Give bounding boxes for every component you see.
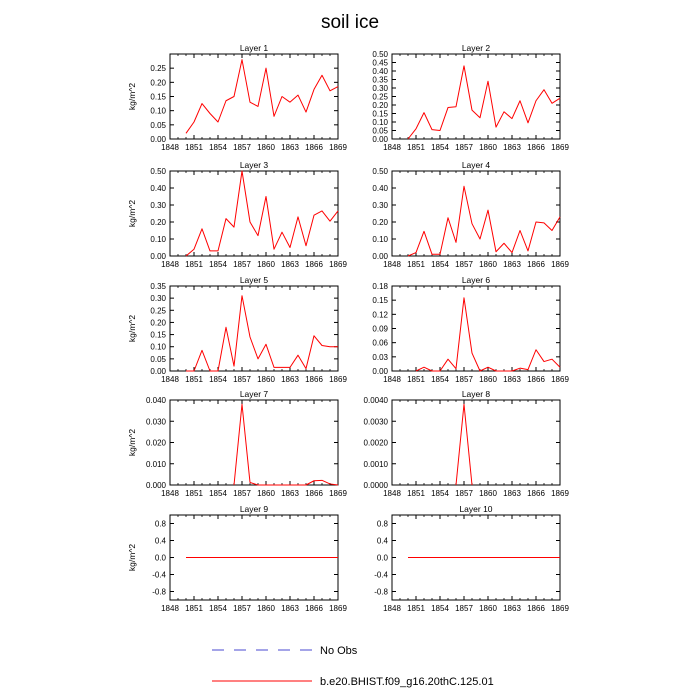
- panel-title: Layer 10: [459, 504, 493, 514]
- y-tick-label: 0.50: [150, 167, 166, 176]
- y-tick-label: 0.20: [372, 101, 388, 110]
- y-tick-label: 0.20: [372, 218, 388, 227]
- x-tick-label: 1860: [479, 260, 497, 269]
- x-tick-label: 1860: [257, 604, 275, 613]
- x-tick-label: 1848: [383, 143, 401, 152]
- x-tick-label: 1860: [479, 604, 497, 613]
- y-tick-label: 0.0: [154, 553, 166, 563]
- series-line-layer-2: [408, 66, 560, 139]
- y-tick-label: 0.30: [150, 201, 166, 210]
- x-tick-label: 1869: [551, 489, 569, 498]
- y-tick-label: 0.0010: [363, 459, 388, 469]
- y-tick-label: 0.4: [376, 536, 388, 546]
- x-tick-label: 1854: [209, 375, 227, 384]
- plot-frame: [392, 171, 560, 256]
- y-tick-label: 0.30: [150, 294, 166, 304]
- y-tick-label: -0.4: [152, 570, 166, 580]
- y-tick-label: 0.0000: [363, 481, 388, 490]
- x-tick-label: 1851: [185, 143, 203, 152]
- x-tick-label: 1851: [407, 375, 425, 384]
- y-axis-label: kg/m^2: [127, 428, 137, 457]
- x-tick-label: 1848: [161, 489, 179, 498]
- panel-title: Layer 2: [461, 43, 491, 53]
- x-tick-label: 1851: [185, 604, 203, 613]
- x-tick-label: 1854: [209, 143, 227, 152]
- x-tick-label: 1854: [209, 604, 227, 613]
- y-tick-label: 0.10: [150, 106, 166, 116]
- x-tick-label: 1863: [281, 260, 299, 269]
- panel-title: Layer 4: [461, 160, 491, 170]
- y-tick-label: -0.4: [374, 570, 388, 580]
- x-tick-label: 1866: [305, 489, 323, 498]
- panel-layer-9: [127, 504, 347, 613]
- x-tick-label: 1851: [185, 260, 203, 269]
- y-tick-label: 0.05: [150, 120, 166, 130]
- series-line-layer-7: [234, 404, 338, 485]
- x-tick-label: 1860: [257, 489, 275, 498]
- plot-frame: [392, 400, 560, 485]
- figure-title: soil ice: [320, 12, 380, 33]
- legend: [212, 645, 494, 688]
- x-tick-label: 1869: [551, 143, 569, 152]
- x-tick-label: 1860: [257, 260, 275, 269]
- x-tick-label: 1866: [527, 375, 545, 384]
- series-line-layer-6: [416, 298, 560, 371]
- y-tick-label: 0.8: [154, 519, 166, 529]
- panel-layer-5: [127, 275, 347, 384]
- panel-title: Layer 6: [461, 275, 491, 285]
- y-tick-label: 0.00: [150, 252, 166, 261]
- x-tick-label: 1866: [305, 260, 323, 269]
- x-tick-label: 1851: [185, 489, 203, 498]
- x-tick-label: 1866: [527, 604, 545, 613]
- x-tick-label: 1851: [407, 143, 425, 152]
- x-tick-label: 1860: [479, 489, 497, 498]
- x-tick-label: 1863: [503, 260, 521, 269]
- x-tick-label: 1848: [161, 375, 179, 384]
- y-tick-label: 0.15: [372, 296, 388, 306]
- x-tick-label: 1857: [455, 375, 473, 384]
- x-tick-label: 1857: [455, 143, 473, 152]
- plot-frame: [170, 286, 338, 371]
- plot-frame: [170, 54, 338, 139]
- panel-layer-8: [364, 389, 570, 498]
- x-tick-label: 1863: [503, 489, 521, 498]
- y-tick-label: -0.8: [374, 587, 388, 597]
- y-tick-label: 0.05: [372, 126, 388, 136]
- y-tick-label: 0.40: [372, 67, 388, 76]
- x-tick-label: 1848: [383, 375, 401, 384]
- y-tick-label: 0.8: [376, 519, 388, 529]
- y-tick-label: 0.30: [372, 84, 388, 93]
- x-tick-label: 1854: [431, 489, 449, 498]
- x-tick-label: 1860: [257, 375, 275, 384]
- y-tick-label: 0.09: [372, 324, 388, 334]
- panel-layer-4: [372, 160, 569, 269]
- y-tick-label: 0.06: [372, 338, 388, 348]
- y-tick-label: 0.0040: [363, 396, 388, 405]
- x-tick-label: 1848: [161, 260, 179, 269]
- x-tick-label: 1848: [383, 260, 401, 269]
- y-tick-label: 0.15: [150, 330, 166, 340]
- x-tick-label: 1848: [383, 604, 401, 613]
- series-line-layer-5: [186, 296, 338, 371]
- y-tick-label: 0.50: [372, 167, 388, 176]
- plot-frame: [170, 400, 338, 485]
- y-tick-label: 0.000: [145, 481, 166, 490]
- panel-title: Layer 1: [239, 43, 269, 53]
- y-axis-label: kg/m^2: [127, 543, 137, 572]
- series-line-layer-4: [408, 186, 560, 256]
- x-tick-label: 1863: [281, 489, 299, 498]
- x-tick-label: 1869: [551, 375, 569, 384]
- x-tick-label: 1857: [233, 604, 251, 613]
- y-tick-label: 0.00: [372, 252, 388, 261]
- panel-title: Layer 5: [239, 275, 269, 285]
- y-tick-label: 0.00: [372, 135, 388, 144]
- series-line-layer-1: [186, 60, 338, 134]
- x-tick-label: 1863: [503, 375, 521, 384]
- y-tick-label: 0.030: [145, 417, 166, 427]
- x-tick-label: 1854: [431, 604, 449, 613]
- y-tick-label: 0.35: [150, 282, 166, 291]
- y-tick-label: 0.30: [372, 201, 388, 210]
- x-tick-label: 1857: [233, 260, 251, 269]
- y-tick-label: 0.020: [145, 438, 166, 448]
- x-tick-label: 1857: [233, 143, 251, 152]
- y-tick-label: 0.20: [150, 78, 166, 88]
- x-tick-label: 1854: [431, 375, 449, 384]
- y-tick-label: 0.35: [372, 75, 388, 85]
- x-tick-label: 1857: [455, 604, 473, 613]
- x-tick-label: 1851: [407, 489, 425, 498]
- x-tick-label: 1848: [383, 489, 401, 498]
- panel-layer-1: [127, 43, 347, 152]
- legend-label-no-obs: No Obs: [320, 645, 358, 657]
- x-tick-label: 1866: [527, 260, 545, 269]
- y-tick-label: -0.8: [152, 587, 166, 597]
- x-tick-label: 1851: [407, 604, 425, 613]
- y-tick-label: 0.00: [150, 367, 166, 376]
- y-tick-label: 0.15: [150, 92, 166, 102]
- x-tick-label: 1851: [185, 375, 203, 384]
- x-tick-label: 1854: [431, 143, 449, 152]
- x-tick-label: 1854: [431, 260, 449, 269]
- x-tick-label: 1866: [527, 489, 545, 498]
- x-tick-label: 1863: [281, 143, 299, 152]
- panel-layer-7: [127, 389, 347, 498]
- panels-grid: [127, 43, 569, 613]
- panel-layer-2: [372, 43, 569, 152]
- x-tick-label: 1857: [455, 260, 473, 269]
- x-tick-label: 1854: [209, 489, 227, 498]
- y-tick-label: 0.040: [145, 396, 166, 405]
- panel-title: Layer 7: [239, 389, 269, 399]
- x-tick-label: 1869: [551, 260, 569, 269]
- x-tick-label: 1863: [281, 604, 299, 613]
- y-axis-label: kg/m^2: [127, 314, 137, 343]
- y-tick-label: 0.50: [372, 50, 388, 59]
- x-tick-label: 1854: [209, 260, 227, 269]
- series-line-layer-3: [186, 171, 338, 256]
- x-tick-label: 1860: [479, 375, 497, 384]
- y-tick-label: 0.20: [150, 218, 166, 227]
- panel-layer-3: [127, 160, 347, 269]
- y-axis-label: kg/m^2: [127, 82, 137, 111]
- panel-title: Layer 9: [239, 504, 269, 514]
- legend-label-model: b.e20.BHIST.f09_g16.20thC.125.01: [320, 676, 494, 688]
- panel-layer-10: [374, 504, 569, 613]
- panel-title: Layer 3: [239, 160, 269, 170]
- y-tick-label: 0.10: [150, 235, 166, 244]
- panel-layer-6: [372, 275, 569, 384]
- x-tick-label: 1848: [161, 604, 179, 613]
- y-axis-label: kg/m^2: [127, 199, 137, 228]
- x-tick-label: 1866: [527, 143, 545, 152]
- x-tick-label: 1869: [329, 260, 347, 269]
- x-tick-label: 1863: [503, 604, 521, 613]
- x-tick-label: 1869: [551, 604, 569, 613]
- series-line-layer-8: [456, 404, 472, 485]
- y-tick-label: 0.00: [150, 135, 166, 144]
- y-tick-label: 0.40: [372, 184, 388, 193]
- x-tick-label: 1869: [329, 604, 347, 613]
- y-tick-label: 0.25: [372, 92, 388, 102]
- x-tick-label: 1863: [503, 143, 521, 152]
- y-tick-label: 0.10: [372, 235, 388, 244]
- x-tick-label: 1869: [329, 375, 347, 384]
- plot-frame: [170, 171, 338, 256]
- x-tick-label: 1857: [455, 489, 473, 498]
- y-tick-label: 0.25: [150, 306, 166, 316]
- y-tick-label: 0.10: [372, 118, 388, 127]
- y-tick-label: 0.20: [150, 318, 166, 328]
- y-tick-label: 0.010: [145, 459, 166, 469]
- x-tick-label: 1869: [329, 143, 347, 152]
- y-tick-label: 0.4: [154, 536, 166, 546]
- y-tick-label: 0.12: [372, 310, 388, 320]
- x-tick-label: 1848: [161, 143, 179, 152]
- x-tick-label: 1866: [305, 143, 323, 152]
- y-tick-label: 0.15: [372, 109, 388, 119]
- panel-title: Layer 8: [461, 389, 491, 399]
- x-tick-label: 1851: [407, 260, 425, 269]
- x-tick-label: 1863: [281, 375, 299, 384]
- y-tick-label: 0.0030: [363, 417, 388, 427]
- x-tick-label: 1857: [233, 375, 251, 384]
- y-tick-label: 0.25: [150, 64, 166, 74]
- y-tick-label: 0.40: [150, 184, 166, 193]
- x-tick-label: 1860: [257, 143, 275, 152]
- plot-frame: [392, 286, 560, 371]
- y-tick-label: 0.05: [150, 354, 166, 364]
- x-tick-label: 1866: [305, 375, 323, 384]
- x-tick-label: 1869: [329, 489, 347, 498]
- y-tick-label: 0.18: [372, 282, 388, 291]
- x-tick-label: 1857: [233, 489, 251, 498]
- y-tick-label: 0.45: [372, 58, 388, 68]
- x-tick-label: 1866: [305, 604, 323, 613]
- y-tick-label: 0.10: [150, 342, 166, 352]
- y-tick-label: 0.0020: [363, 438, 388, 448]
- y-tick-label: 0.0: [376, 553, 388, 563]
- y-tick-label: 0.00: [372, 367, 388, 376]
- y-tick-label: 0.03: [372, 352, 388, 362]
- x-tick-label: 1860: [479, 143, 497, 152]
